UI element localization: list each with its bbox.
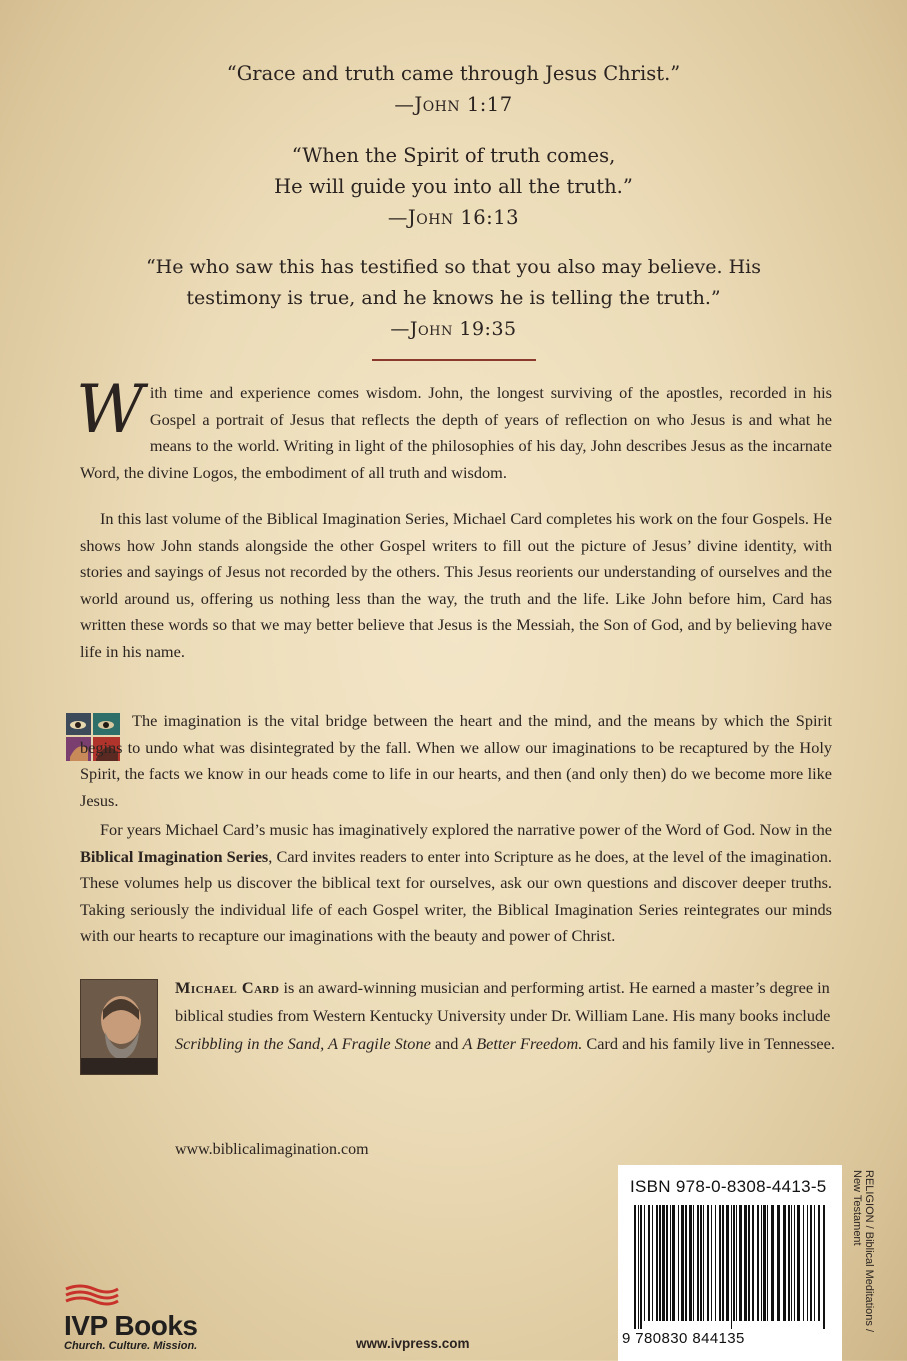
barcode-bar bbox=[685, 1205, 687, 1321]
description-paragraph-1 bbox=[76, 371, 832, 486]
barcode-bar bbox=[767, 1205, 768, 1321]
barcode-bar bbox=[794, 1205, 795, 1321]
barcode-bar bbox=[797, 1205, 800, 1321]
quote-line: “He who saw this has testified so that you also may believe. His bbox=[145, 256, 762, 278]
quote-john-16-13 bbox=[60, 140, 847, 233]
barcode-bar bbox=[703, 1205, 704, 1321]
bio-text: and bbox=[430, 1034, 463, 1053]
barcode-bar bbox=[722, 1205, 724, 1321]
category-label bbox=[853, 1170, 875, 1360]
paragraph-text: ith time and experience comes wisdom. John, the longest surviving of the apostles, recorded in his Gospel a portrait of Jesus that reflects the depth of years of reflection on who Jesus is and what he means to the world. Writing in light of the philosophies of his day, John describes Jesus as the incarnate Word, the divine Logos, the embodiment of all truth and wisdom. bbox=[80, 383, 832, 482]
barcode-bar bbox=[693, 1205, 694, 1321]
drop-cap: W bbox=[76, 371, 144, 448]
barcode-bar bbox=[739, 1205, 742, 1321]
publisher-logo bbox=[64, 1283, 197, 1352]
series-title: Biblical Imagination Series bbox=[80, 846, 269, 866]
bio-text: Card and his family live in Tennessee. bbox=[582, 1034, 835, 1053]
series-paragraph-1: The imagination is the vital bridge between the heart and the mind, and the means by which the Spirit begins to undo what was disintegrated by the fall. When we allow our imaginations to be recaptured by the Holy Spirit, the facts we know in our heads come to life in our hearts, and then (and only then) do we become more like Jesus. bbox=[80, 711, 832, 810]
barcode-bar bbox=[644, 1205, 645, 1321]
barcode-bar bbox=[807, 1205, 808, 1321]
bio-text: is an award-winning musician and performing artist. He earned a master’s degree in biblical studies from Western Kentucky University under Dr. William Lane. His many books include bbox=[175, 978, 831, 1025]
series-paragraph-2 bbox=[80, 817, 832, 950]
barcode-bar bbox=[744, 1205, 747, 1321]
barcode-number: 9 780830 844135 bbox=[622, 1330, 745, 1347]
flag-icon bbox=[64, 1283, 120, 1307]
divider-rule bbox=[372, 359, 536, 361]
description-paragraph-2: In this last volume of the Biblical Imagination Series, Michael Card completes his work on the four Gospels. He shows how John stands alongside the other Gospel writers to fill out the picture of Jesus’ divine identity, with stories and sayings of Jesus not recorded by the others. This Jesus reorients our understanding of ourselves and the world around us, offering us nothing less than the way, the truth and the life. Like John before him, Card has written these words so that we may better believe that Jesus is the Messiah, the Son of God, and by believing have life in his name. bbox=[80, 509, 832, 661]
isbn-label: ISBN 978-0-8308-4413-5 bbox=[630, 1177, 827, 1196]
barcode-bar bbox=[788, 1205, 790, 1321]
quote-line: “When the Spirit of truth comes, bbox=[291, 144, 616, 167]
barcode-bar bbox=[719, 1205, 721, 1321]
barcode-bar bbox=[733, 1205, 735, 1321]
barcode-bar bbox=[662, 1205, 665, 1321]
barcode-bar bbox=[711, 1205, 712, 1321]
barcode-bar bbox=[697, 1205, 699, 1321]
barcode-bar bbox=[818, 1205, 820, 1321]
barcode-bar bbox=[634, 1205, 636, 1329]
barcode-bar bbox=[666, 1205, 668, 1321]
barcode-bar bbox=[763, 1205, 766, 1321]
barcode-bar bbox=[771, 1205, 774, 1321]
paragraph-text: For years Michael Card’s music has imaginatively explored the narrative power of the Word of God. Now in the bbox=[100, 820, 832, 839]
barcode-bar bbox=[814, 1205, 815, 1321]
book-title: A Better Freedom. bbox=[462, 1034, 583, 1053]
quote-line: “Grace and truth came through Jesus Christ.” bbox=[226, 62, 681, 85]
barcode-bar bbox=[659, 1205, 661, 1321]
book-titles: Scribbling in the Sand, A Fragile Stone bbox=[175, 1034, 431, 1053]
paragraph-text: , Card invites readers to enter into Scripture as he does, at the level of the imagination. These volumes help us discover the biblical text for ourselves, ask our own questions and discover deeper truths. Taking seriously the individual life of each Gospel writer, the Biblical Imagination Series reintegrates our minds with our hearts to recapture our imaginations with the beauty and power of Christ. bbox=[80, 846, 833, 945]
publisher-url[interactable]: www.ivpress.com bbox=[356, 1336, 470, 1351]
barcode-bar bbox=[777, 1205, 780, 1321]
barcode-bar bbox=[803, 1205, 804, 1321]
barcode-bar bbox=[670, 1205, 671, 1321]
barcode bbox=[630, 1205, 830, 1329]
category-line-2: New Testament bbox=[851, 1170, 863, 1246]
barcode-bar bbox=[678, 1205, 679, 1321]
series-website[interactable]: www.biblicalimagination.com bbox=[175, 1141, 369, 1158]
barcode-bar bbox=[731, 1205, 732, 1329]
barcode-bar bbox=[648, 1205, 650, 1321]
barcode-bar bbox=[656, 1205, 658, 1321]
barcode-bar bbox=[689, 1205, 692, 1321]
barcode-bar bbox=[707, 1205, 709, 1321]
quote-reference: —John 19:35 bbox=[390, 318, 517, 340]
barcode-bar bbox=[681, 1205, 684, 1321]
category-line-1: RELIGION / Biblical Meditations / bbox=[863, 1170, 875, 1333]
barcode-bar bbox=[783, 1205, 786, 1321]
barcode-bar bbox=[700, 1205, 702, 1321]
quote-reference: —John 1:17 bbox=[394, 93, 513, 116]
barcode-bar bbox=[672, 1205, 675, 1321]
publisher-name: IVP Books bbox=[64, 1310, 198, 1341]
author-bio bbox=[175, 974, 835, 1058]
barcode-bar bbox=[757, 1205, 759, 1321]
barcode-bar bbox=[640, 1205, 642, 1329]
quote-reference: —John 16:13 bbox=[387, 206, 520, 229]
publisher-tagline: Church. Culture. Mission. bbox=[64, 1340, 198, 1352]
barcode-bar bbox=[752, 1205, 754, 1321]
author-name: Michael Card bbox=[175, 978, 280, 997]
barcode-bar bbox=[810, 1205, 812, 1321]
barcode-bar bbox=[736, 1205, 737, 1321]
barcode-bar bbox=[652, 1205, 653, 1321]
author-photo bbox=[80, 979, 158, 1075]
barcode-bar bbox=[715, 1205, 716, 1321]
barcode-bar bbox=[791, 1205, 792, 1321]
barcode-bar bbox=[823, 1205, 825, 1329]
quote-john-1-17 bbox=[60, 58, 847, 120]
isbn-barcode-panel bbox=[618, 1165, 842, 1361]
barcode-bar bbox=[761, 1205, 762, 1321]
barcode-bar bbox=[638, 1205, 639, 1329]
quote-john-19-35 bbox=[60, 252, 847, 345]
barcode-bar bbox=[748, 1205, 750, 1321]
barcode-bar bbox=[726, 1205, 729, 1321]
category-text bbox=[851, 1170, 875, 1332]
quote-line: testimony is true, and he knows he is telling the truth.” bbox=[186, 287, 721, 309]
quote-line: He will guide you into all the truth.” bbox=[274, 175, 633, 198]
